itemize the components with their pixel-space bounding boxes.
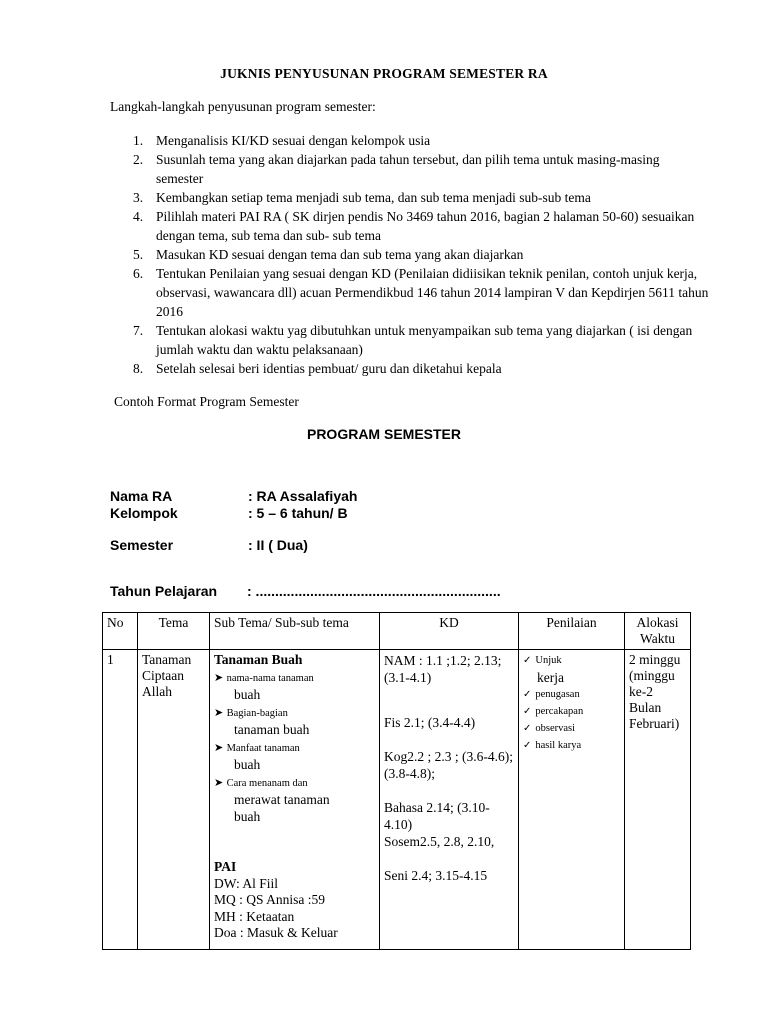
nama-ra-label: Nama RA: [110, 488, 173, 504]
header-alokasi: Alokasi Waktu: [625, 613, 691, 650]
checkmark-icon: ✓: [523, 706, 532, 717]
checkmark-icon: ✓: [523, 740, 532, 751]
bullet-arrow-icon: ➤: [214, 776, 224, 789]
checkmark-icon: ✓: [523, 723, 532, 734]
table-row: [103, 650, 691, 950]
bullet-arrow-icon: ➤: [214, 741, 224, 754]
semester-label: Semester: [110, 537, 174, 553]
list-item: 8. Setelah selesai beri identias pembuat/ guru dan diketahui kepala: [133, 361, 502, 376]
list-item: 3. Kembangkan setiap tema menjadi sub tema, dan sub tema menjadi sub-sub tema: [133, 190, 591, 205]
list-item: Doa : Masuk & Keluar: [214, 925, 338, 940]
checkmark-icon: ✓: [523, 655, 532, 666]
cell-tema: Tanaman Ciptaan Allah: [138, 650, 210, 950]
list-item: 7. Tentukan alokasi waktu yag dibutuhkan untuk menyampaikan sub tema yang diajarkan ( isi dengan jumlah waktu dan waktu pelaksanaan): [133, 323, 693, 357]
nama-ra-value: : RA Assalafiyah: [248, 488, 358, 504]
subtema-heading: Tanaman Buah: [214, 652, 303, 667]
list-item: 6. Tentukan Penilaian yang sesuai dengan KD (Penilaian didiisikan teknik penilan, contoh unjuk kerja, observasi, wawancara dll) acuan Permendikbud 146 tahun 2014 lampiran V dan Kepdirjen 5611 tahun 2016: [133, 266, 709, 319]
list-item: MH : Ketaatan: [214, 908, 295, 924]
semester-value: : II ( Dua): [248, 537, 308, 553]
bullet-arrow-icon: ➤: [214, 671, 224, 684]
header-no: No: [103, 613, 138, 650]
tahun-value: : ...............................................................: [247, 583, 501, 599]
kelompok-label: Kelompok: [110, 505, 178, 521]
header-tema: Tema: [138, 613, 210, 650]
cell-no: 1: [103, 650, 138, 950]
program-title: PROGRAM SEMESTER: [306, 426, 461, 442]
checkmark-icon: ✓: [523, 689, 532, 700]
steps-list: [110, 131, 710, 378]
document-title: JUKNIS PENYUSUNAN PROGRAM SEMESTER RA: [220, 66, 548, 81]
cell-penilaian: ✓ Unjuk kerja ✓ penugasan ✓ percakapan ✓ observasi ✓ hasil karya: [519, 650, 625, 950]
cell-kd: NAM : 1.1 ;1.2; 2.13; (3.1-4.1) Fis 2.1; (3.4-4.4) Kog2.2 ; 2.3 ; (3.6-4.6); (3.8-4.8); Bahasa 2.14; (3.10-4.10) Sosem2.5, 2.8, 2.10, Seni 2.4; 3.15-4.15: [380, 650, 519, 950]
cell-alokasi: 2 minggu (minggu ke-2 Bulan Februari): [625, 650, 691, 950]
program-table: [102, 612, 691, 950]
list-item: 2. Susunlah tema yang akan diajarkan pada tahun tersebut, dan pilih tema untuk masing-masing semester: [133, 152, 660, 186]
tahun-label: Tahun Pelajaran: [110, 583, 218, 599]
list-item: 4. Pilihlah materi PAI RA ( SK dirjen pendis No 3469 tahun 2016, bagian 2 halaman 50-60) sesuaikan dengan tema, sub tema dan sub- sub tema: [133, 209, 695, 243]
header-subtema: Sub Tema/ Sub-sub tema: [210, 613, 380, 650]
list-item: MQ : QS Annisa :59: [214, 892, 326, 907]
bullet-arrow-icon: ➤: [214, 706, 224, 719]
cell-subtema: Tanaman Buah ➤ nama-nama tanaman buah ➤ Bagian-bagian tanaman buah ➤ Manfaat tanaman buah ➤ Cara menanam dan merawat tanaman buah PAI DW: Al Fiil MQ : QS Annisa :59 MH : Ketaatan Doa : Masuk & Keluar: [210, 650, 380, 950]
kelompok-value: : 5 – 6 tahun/ B: [248, 505, 348, 521]
list-item: DW: Al Fiil: [214, 875, 279, 891]
example-label: Contoh Format Program Semester: [114, 394, 299, 409]
list-item: 1. Menganalisis KI/KD sesuai dengan kelompok usia: [133, 133, 431, 148]
header-penilaian: Penilaian: [519, 613, 625, 650]
intro-text: Langkah-langkah penyusunan program semester:: [110, 99, 376, 114]
pai-heading: PAI: [214, 859, 237, 874]
header-kd: KD: [380, 613, 519, 650]
table-header-row: [103, 613, 691, 650]
list-item: 5. Masukan KD sesuai dengan tema dan sub tema yang akan diajarkan: [133, 247, 524, 262]
